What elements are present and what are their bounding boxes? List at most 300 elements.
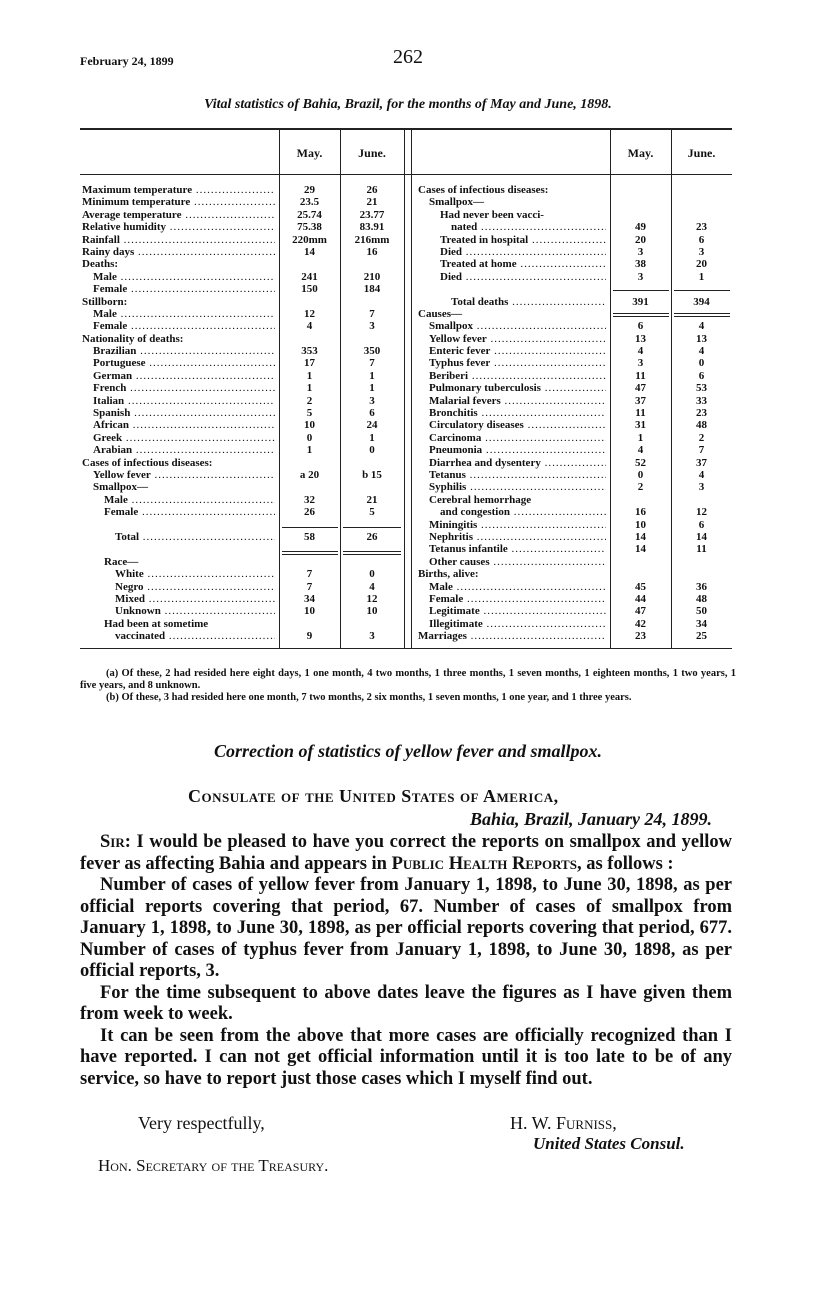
cell-june: 50 (696, 605, 707, 618)
table-row (82, 419, 275, 431)
table-row (82, 568, 275, 580)
table-row (82, 543, 275, 555)
cell-may: 5 (306, 407, 313, 420)
table-row (82, 271, 275, 283)
table-row (418, 494, 606, 506)
cell-june: 14 (696, 530, 707, 543)
cell-may (279, 543, 340, 555)
row-label: Female ..... (104, 506, 275, 518)
row-label: Rainy days ..... (82, 246, 275, 258)
cell-may: 32 (304, 493, 315, 506)
cell-june (340, 543, 404, 555)
signer-name: H. W. Furniss, (510, 1113, 617, 1133)
row-label: French ..... (93, 382, 275, 394)
cell-may: 14 (635, 530, 646, 543)
table-row (82, 345, 275, 357)
cell-june: 23.77 (359, 208, 385, 221)
table-row (418, 618, 606, 630)
cell-june (671, 494, 732, 506)
cell-june: 13 (696, 332, 707, 345)
cell-may: 4 (637, 345, 644, 358)
row-label: Deaths: (82, 258, 119, 271)
cell-may: 13 (635, 332, 646, 345)
place-date: Bahia, Brazil, January 24, 1899. (469, 809, 712, 829)
table-row (82, 308, 275, 320)
row-label: Births, alive: (418, 568, 479, 581)
cell-may: 0 (306, 431, 313, 444)
cell-may: 7 (306, 568, 313, 581)
cell-june: b 15 (362, 468, 382, 481)
row-label: Bronchitis ..... (429, 407, 606, 419)
table-row (418, 432, 606, 444)
left-june-column (340, 184, 404, 642)
table-row (418, 605, 606, 617)
cell-may: 3 (637, 245, 644, 258)
row-label: Rainfall ..... (82, 234, 275, 246)
cell-june (340, 296, 404, 308)
table-row (418, 593, 606, 605)
cell-june: 12 (366, 592, 378, 605)
signer-title: United States Consul. (533, 1134, 685, 1153)
cell-june: 3 (369, 394, 375, 407)
row-label: Had never been vacci- (440, 208, 544, 221)
row-label: Smallpox— (429, 196, 485, 209)
paragraph-3: For the time subsequent to above dates leave the figures as I have given them from week to week. (80, 982, 732, 1024)
cell-may: 34 (304, 592, 315, 605)
cell-june: 6 (698, 233, 705, 246)
cell-june (340, 519, 404, 531)
cell-june (671, 184, 732, 196)
row-label: Malarial fevers ..... (429, 395, 606, 407)
table-row (82, 184, 275, 196)
cell-june (340, 618, 404, 630)
cell-may: 49 (635, 221, 646, 234)
cell-june: 4 (698, 320, 705, 333)
table-row (82, 407, 275, 419)
table-row (82, 382, 275, 394)
col-head-june-right: June. (687, 146, 716, 160)
table-row (82, 556, 275, 568)
row-label: Illegitimate ..... (429, 618, 606, 630)
row-label: Causes— (418, 307, 463, 320)
cell-june (340, 333, 404, 345)
table-row (418, 395, 606, 407)
row-label: Nationality of deaths: (82, 332, 184, 345)
cell-june: 7 (369, 307, 375, 320)
row-label: Syphilis ..... (429, 481, 606, 493)
row-label: Female ..... (93, 283, 275, 295)
row-label: Male ..... (429, 581, 606, 593)
cell-june: 2 (698, 431, 705, 444)
table-caption: Vital statistics of Bahia, Brazil, for the months of May and June, 1898. (204, 97, 612, 112)
table-row (418, 209, 606, 221)
row-label: and congestion ..... (440, 506, 606, 518)
paragraph-2: Number of cases of yellow fever from January 1, 1898, to June 30, 1898, as per official reports covering that period, 67. Number of cases of smallpox from January 1, 1898, to June 30, 1898, as per official reports covering that period, 677. Number of cases of typhus fever from January 1, 1898, to June 30, 1898, as per official reports, 3. (80, 875, 732, 981)
row-label: Cases of infectious diseases: (82, 456, 213, 469)
cell-june: 394 (693, 295, 710, 308)
row-label: Diarrhea and dysentery ..... (429, 457, 606, 469)
row-label: Legitimate ..... (429, 605, 606, 617)
cell-may: 26 (304, 506, 315, 519)
cell-june: 1 (369, 369, 375, 382)
table-row (418, 457, 606, 469)
cell-may (279, 333, 340, 345)
table-row (82, 283, 275, 295)
row-label: Treated in hospital ..... (440, 234, 606, 246)
cell-june: 36 (696, 580, 707, 593)
table-row (418, 283, 606, 295)
table-row (418, 234, 606, 246)
cell-june: 4 (369, 580, 375, 593)
cell-may (279, 457, 340, 469)
cell-june: 53 (696, 382, 707, 395)
cell-june: 1 (369, 382, 375, 395)
cell-june: 4 (698, 468, 705, 481)
table-row (418, 506, 606, 518)
table-row (418, 221, 606, 233)
row-label: Smallpox— (93, 481, 149, 494)
cell-may: 1 (637, 431, 644, 444)
cell-may: 391 (632, 295, 649, 308)
row-label: White ..... (115, 568, 275, 580)
cell-may: 11 (635, 369, 646, 382)
addressee: Hon. Secretary of the Treasury. (98, 1156, 329, 1175)
table-row (418, 308, 606, 320)
row-label: Pulmonary tuberculosis ..... (429, 382, 606, 394)
table-row (82, 618, 275, 630)
table-row (82, 469, 275, 481)
row-label: Unknown ..... (115, 605, 275, 617)
cell-may: 3 (637, 357, 644, 370)
row-label: Minimum temperature ..... (82, 196, 275, 208)
cell-may: 0 (637, 468, 644, 481)
cell-may (279, 296, 340, 308)
cell-june: 26 (366, 530, 378, 543)
cell-june (340, 556, 404, 568)
cell-may: 16 (635, 506, 646, 519)
row-label: Average temperature ..... (82, 209, 275, 221)
table-row (82, 258, 275, 270)
letter-body (80, 832, 732, 1090)
paragraph-1-text: I would be pleased to have you correct the reports on smallpox and yellow fever as affecting Bahia and appears in (80, 832, 732, 874)
cell-may: 7 (306, 580, 313, 593)
row-label: Yellow fever ..... (93, 469, 275, 481)
row-label: Mixed ..... (115, 593, 275, 605)
cell-june (671, 308, 732, 320)
cell-june (340, 481, 404, 493)
header-date: February 24, 1899 (80, 54, 174, 68)
table-row (418, 345, 606, 357)
cell-may: 241 (301, 270, 318, 283)
row-label: Had been at sometime (104, 617, 209, 630)
cell-june: 21 (366, 493, 378, 506)
cell-may: 47 (635, 382, 646, 395)
cell-june: 10 (366, 605, 378, 618)
table-row (418, 407, 606, 419)
cell-june: 6 (698, 518, 705, 531)
cell-june: 83.91 (359, 221, 385, 234)
cell-may: 10 (304, 605, 315, 618)
cell-june: 350 (363, 345, 381, 358)
right-june-column (671, 184, 732, 642)
row-label: Total ..... (115, 531, 275, 543)
left-may-column (279, 184, 340, 642)
row-label: Total deaths ..... (451, 296, 606, 308)
cell-may (610, 196, 671, 208)
cell-may: a 20 (299, 468, 320, 481)
table-row (82, 196, 275, 208)
paragraph-4: It can be seen from the above that more cases are officially recognized than I have reported. I can not get official information until it is too late to be of any service, so have to report just those cases which I myself find out. (80, 1025, 732, 1089)
table-divider (404, 130, 405, 648)
row-label: Stillborn: (82, 295, 128, 308)
table-row (82, 221, 275, 233)
cell-may: 10 (635, 518, 646, 531)
row-label: vaccinated ..... (115, 630, 275, 642)
left-stub-column (82, 184, 275, 642)
cell-june: 23 (696, 407, 707, 420)
row-label: Female ..... (93, 320, 275, 332)
table-bottom-rule (80, 648, 732, 649)
table-row (82, 531, 275, 543)
row-label: Typhus fever ..... (429, 357, 606, 369)
row-label: Enteric fever ..... (429, 345, 606, 357)
cell-june: 3 (369, 320, 375, 333)
table-row (82, 581, 275, 593)
right-stub-column (418, 184, 606, 642)
row-label: Died ..... (440, 271, 606, 283)
cell-may: 14 (304, 245, 315, 258)
cell-may: 20 (635, 233, 646, 246)
table-row (82, 432, 275, 444)
table-head-rule (80, 174, 732, 175)
table-row (418, 630, 606, 642)
row-label: Smallpox ..... (429, 320, 606, 332)
table-row (82, 605, 275, 617)
row-label: Male ..... (93, 271, 275, 283)
row-label: Male ..... (104, 494, 275, 506)
table-row (418, 271, 606, 283)
cell-june (671, 209, 732, 221)
table-row (82, 593, 275, 605)
table-row (82, 494, 275, 506)
cell-may: 52 (635, 456, 646, 469)
cell-june: 4 (698, 345, 705, 358)
cell-june: 11 (696, 543, 707, 556)
cell-may: 1 (306, 444, 313, 457)
cell-may: 4 (306, 320, 313, 333)
cell-may: 25.74 (297, 208, 322, 221)
cell-june: 24 (366, 419, 378, 432)
table-row (418, 568, 606, 580)
row-label: nated ..... (451, 221, 606, 233)
row-label: Pneumonia ..... (429, 444, 606, 456)
cell-may: 44 (635, 592, 646, 605)
table-row (82, 296, 275, 308)
paragraph-1-end: as follows : (586, 853, 674, 874)
cell-may (610, 494, 671, 506)
cell-june (671, 196, 732, 208)
row-label: Greek ..... (93, 432, 275, 444)
cell-may: 45 (635, 580, 646, 593)
cell-june (671, 556, 732, 568)
cell-may: 37 (635, 394, 646, 407)
row-label: Marriages ..... (418, 630, 606, 642)
table-row (418, 382, 606, 394)
cell-may: 17 (304, 357, 315, 370)
cell-june: 1 (369, 431, 375, 444)
row-label: Male ..... (93, 308, 275, 320)
cell-june: 23 (696, 221, 707, 234)
cell-may: 9 (306, 630, 313, 643)
cell-may: 29 (304, 184, 315, 196)
table-row (82, 519, 275, 531)
cell-may (610, 556, 671, 568)
row-label: Arabian ..... (93, 444, 275, 456)
table-row (82, 246, 275, 258)
row-label: Portuguese ..... (93, 357, 275, 369)
cell-june: 5 (369, 506, 375, 519)
cell-may: 42 (635, 617, 646, 630)
cell-may: 10 (304, 419, 315, 432)
cell-june: 48 (696, 592, 707, 605)
row-label: Spanish ..... (93, 407, 275, 419)
cell-june: 7 (698, 444, 705, 457)
cell-may (279, 556, 340, 568)
table-row (82, 444, 275, 456)
cell-may: 31 (635, 419, 646, 432)
cell-june: 21 (366, 196, 378, 209)
row-label: Beriberi ..... (429, 370, 606, 382)
col-head-may-left: May. (296, 146, 323, 160)
cell-june: 1 (698, 270, 705, 283)
row-label: Italian ..... (93, 395, 275, 407)
cell-may (610, 184, 671, 196)
table-row (418, 419, 606, 431)
cell-june: 3 (369, 630, 375, 643)
cell-june: 0 (698, 357, 705, 370)
cell-june (340, 258, 404, 270)
cell-may: 12 (304, 307, 315, 320)
cell-may: 6 (637, 320, 644, 333)
cell-may: 1 (306, 382, 313, 395)
cell-may (279, 258, 340, 270)
cell-june: 3 (698, 245, 705, 258)
cell-may: 23.5 (299, 196, 320, 209)
cell-may: 38 (635, 258, 646, 271)
row-label: Nephritis ..... (429, 531, 606, 543)
cell-may (610, 283, 671, 295)
table-row (418, 519, 606, 531)
cell-june: 184 (363, 283, 381, 296)
cell-june: 20 (696, 258, 707, 271)
cell-may (279, 618, 340, 630)
table-row (418, 184, 606, 196)
row-label: Tetanus ..... (429, 469, 606, 481)
table-row (418, 481, 606, 493)
row-label: Circulatory diseases ..... (429, 419, 606, 431)
row-label: Cases of infectious diseases: (418, 184, 549, 196)
table-divider (411, 130, 412, 648)
cell-may: 2 (306, 394, 313, 407)
table-row (418, 296, 606, 308)
cell-june: 33 (696, 394, 707, 407)
cell-may (610, 209, 671, 221)
cell-june: 16 (366, 245, 378, 258)
row-label: African ..... (93, 419, 275, 431)
table-row (82, 457, 275, 469)
cell-june: 12 (696, 506, 707, 519)
cell-june: 3 (698, 481, 705, 494)
row-label: Other causes ..... (429, 556, 606, 568)
cell-may: 23 (635, 630, 646, 643)
table-row (418, 320, 606, 332)
row-label: Race— (104, 555, 139, 568)
cell-june: 25 (696, 630, 707, 643)
cell-june: 48 (696, 419, 707, 432)
cell-june: 26 (366, 184, 378, 196)
table-row (82, 320, 275, 332)
footnote-b: (b) Of these, 3 had resided here one month, 7 two months, 2 six months, 1 seven months, 1 one year, and 1 three years. (106, 692, 632, 703)
table-row (82, 234, 275, 246)
cell-june: 6 (369, 407, 375, 420)
cell-june: 216mm (354, 233, 390, 246)
table-row (418, 543, 606, 555)
table-row (418, 581, 606, 593)
cell-june (340, 457, 404, 469)
cell-june (671, 568, 732, 580)
cell-may: 1 (306, 369, 313, 382)
table-row (418, 531, 606, 543)
footnote-a: (a) Of these, 2 had resided here eight days, 1 one month, 4 two months, 1 three months, 1 seven months, 1 eighteen months, 1 two years, 1 five years, and 8 unknown. (80, 668, 736, 691)
cell-june (671, 283, 732, 295)
row-label: Tetanus infantile ..... (429, 543, 606, 555)
row-label: Negro ..... (115, 581, 275, 593)
cell-june: 210 (363, 270, 381, 283)
cell-may: 3 (637, 270, 644, 283)
cell-may: 220mm (292, 233, 327, 246)
table-row (82, 370, 275, 382)
table-row (418, 196, 606, 208)
row-label: Treated at home ..... (440, 258, 606, 270)
cell-june: 0 (369, 444, 375, 457)
cell-june: 7 (369, 357, 375, 370)
row-label: Brazilian ..... (93, 345, 275, 357)
cell-may (279, 519, 340, 531)
table-row (418, 333, 606, 345)
table-row (418, 444, 606, 456)
cell-may: 47 (635, 605, 646, 618)
table-row (82, 333, 275, 345)
cell-may: 2 (637, 481, 644, 494)
cell-may: 75.38 (297, 221, 322, 234)
cell-may: 353 (301, 345, 318, 358)
cell-may: 58 (304, 530, 315, 543)
table-row (418, 469, 606, 481)
salutation: Sir: (100, 832, 131, 852)
cell-may (610, 568, 671, 580)
paragraph-1 (80, 832, 732, 875)
cell-may: 11 (635, 407, 646, 420)
table-row (418, 556, 606, 568)
cell-may: 4 (637, 444, 644, 457)
publication-name: Public Health Reports, (391, 853, 582, 874)
table-row (418, 370, 606, 382)
row-label: Carcinoma ..... (429, 432, 606, 444)
cell-may (279, 481, 340, 493)
row-label: Died ..... (440, 246, 606, 258)
table-row (82, 630, 275, 642)
table-row (82, 357, 275, 369)
